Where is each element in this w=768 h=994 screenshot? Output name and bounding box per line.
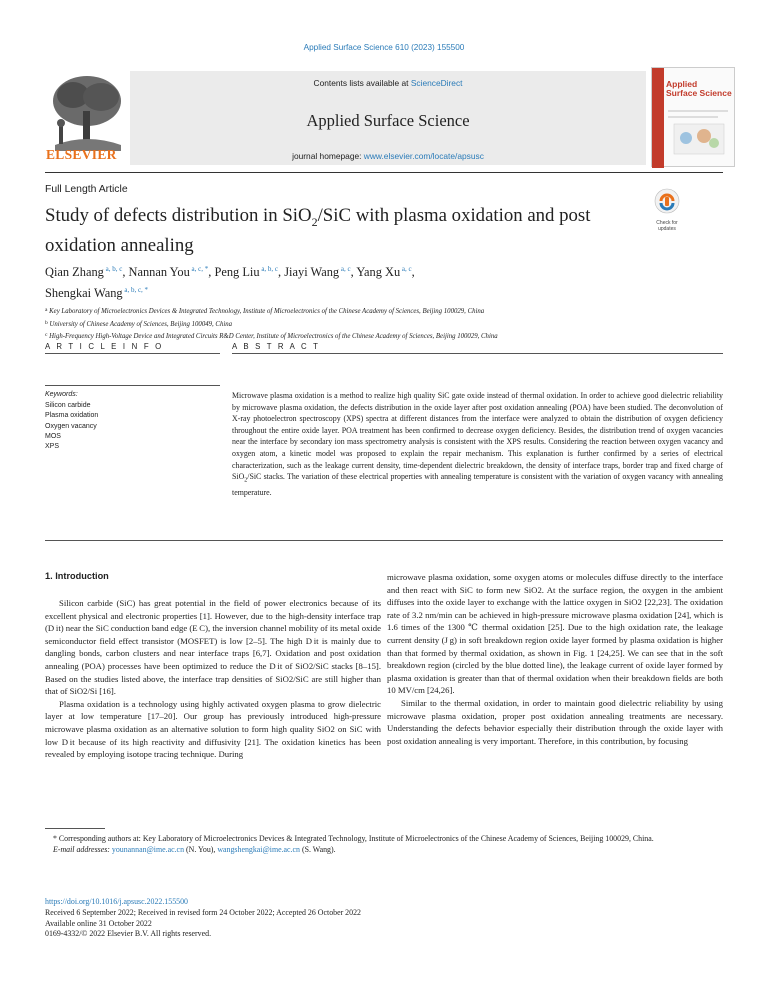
author[interactable]	[45, 265, 129, 279]
affiliation-text: Key Laboratory of Microelectronics Devices & Integrated Technology, Institute of Microelectronics of the Chinese Academy of Sciences, Beijing 100029, China	[47, 308, 485, 315]
author-name: Peng Liu	[214, 265, 260, 279]
email-owner: (S. Wang).	[299, 845, 336, 854]
abstract-bottom-rule	[45, 540, 723, 541]
email-link[interactable]: wangshengkai@ime.ac.cn	[217, 845, 300, 854]
affiliation-text: High-Frequency High-Voltage Device and Integrated Circuits R&D Center, Institute of Microelectronics of the Chinese Academy of Sciences, Beijing 100029, China	[47, 333, 498, 340]
author-name: Qian Zhang	[45, 265, 104, 279]
article-info-rule	[45, 353, 220, 354]
title-part1: Study of defects distribution in SiO	[45, 205, 312, 226]
keyword: MOS	[45, 432, 61, 440]
affiliation-label: c	[45, 332, 48, 338]
homepage-line	[130, 151, 646, 161]
homepage-prefix: journal homepage:	[292, 151, 364, 161]
doi-link[interactable]: https://doi.org/10.1016/j.apsusc.2022.155500	[45, 897, 188, 906]
keyword: Plasma oxidation	[45, 412, 99, 420]
keyword: Oxygen vacancy	[45, 422, 97, 430]
author[interactable]	[214, 265, 284, 279]
contents-line	[130, 78, 646, 88]
body-column-right	[387, 571, 723, 747]
intro-paragraph-1: Silicon carbide (SiC) has great potential in the field of power electronics because of its excellent physical and electronic properties [1]. However, due to the high-density interface trap (D it) near the SiC conduction band edge (E C), the inversion channel mobility of its metal oxide semiconductor field effect transistor (MOSFET) is low [2–5]. The high D it is mainly due to dangling bonds, carbon clusters and near interface traps [6,7]. Oxidation and post oxidation annealing (POA) processes have been optimized to reduce the D it of SiO2/SiC stacks [8–15]. Based on the studies listed above, the interface trap densities of SiO2/SiC are still higher than that of SiO2/Si [16].	[45, 598, 381, 697]
abstract-part1: Microwave plasma oxidation is a method to realize high quality SiC gate oxide instead of thermal oxidation. In order to achieve good dielectric reliability by microwave plasma oxidation, the defects distribution in the oxide layer after post oxidation annealing (POA) have been studied. The deconvolution of X-ray photoelectron spectroscopy (XPS) spectra at different distances from the interface were analyzed to obtain the distribution of oxygen deficiency throughout the entire oxide layer. POA treatment has been confirmed to decrease oxygen deficiency. Besides, the distribution trend of oxygen vacancies near the interface by secondary ion mass spectrometry analysis is consistent with the XPS results. Considering the reaction between oxygen vacancy and oxygen atom, a kinetic model was proposed to explain the repair mechanism. This explanation is further confirmed by a series of electrical characterization, such as the leakage current density, time-dependent dielectric breakdown, the density of interface traps, border trap and fixed charge of SiO	[232, 391, 723, 482]
author[interactable]	[129, 265, 215, 279]
email-prefix: E-mail addresses:	[53, 845, 112, 854]
header-divider	[45, 172, 723, 173]
author-affiliation-marks[interactable]: a, c	[339, 265, 351, 273]
check-updates-icon	[652, 188, 682, 216]
journal-header-box	[130, 71, 646, 165]
available-online: Available online 31 October 2022	[45, 918, 152, 928]
abstract-part2: /SiC stacks. The variation of these electrical properties with annealing temperature is consistent with the variation of oxygen vacancy with annealing temperature.	[232, 472, 723, 498]
cover-title-line2: Surface Science	[666, 88, 732, 98]
author-name: Nannan You	[128, 265, 190, 279]
journal-title: Applied Surface Science	[306, 111, 470, 130]
author-affiliation-marks[interactable]: a, b, c	[259, 265, 279, 273]
author[interactable]	[45, 286, 148, 300]
author-separator: ,	[208, 265, 215, 279]
article-title	[45, 204, 645, 257]
abstract-rule	[232, 353, 723, 354]
author-separator: ,	[411, 265, 415, 279]
copyright: 0169-4332/© 2022 Elsevier B.V. All rights reserved.	[45, 929, 212, 939]
keywords-list	[45, 401, 98, 452]
article-type: Full Length Article	[45, 184, 128, 195]
author-separator: ,	[122, 265, 129, 279]
footer	[45, 897, 361, 940]
author-separator: ,	[350, 265, 357, 279]
abstract-heading: A B S T R A C T	[232, 342, 321, 351]
journal-reference[interactable]: Applied Surface Science 610 (2023) 155500	[303, 43, 465, 52]
keywords-label: Keywords:	[45, 391, 78, 398]
author-affiliation-marks[interactable]: a, b, c, *	[122, 285, 149, 294]
check-updates-label: Check for updates	[656, 220, 678, 232]
author-list	[45, 261, 685, 302]
received-dates: Received 6 September 2022; Received in revised form 24 October 2022; Accepted 26 October 2022	[45, 907, 361, 917]
author-affiliation-marks[interactable]: a, b, c	[103, 265, 123, 273]
email-link[interactable]: younannan@ime.ac.cn	[111, 845, 185, 854]
abstract-text	[232, 390, 723, 499]
author-name: Yang Xu	[356, 265, 401, 279]
body-column-left	[45, 597, 381, 761]
author-separator: ,	[278, 265, 285, 279]
keywords-rule	[45, 385, 220, 386]
section-heading-introduction: 1. Introduction	[45, 571, 109, 581]
affiliation-label: a	[45, 307, 48, 313]
title-part2: /SiC with plasma oxidation and post oxidation annealing	[45, 205, 591, 256]
title-subscript: 2	[311, 214, 318, 229]
keyword: Silicon carbide	[45, 402, 91, 409]
keyword: XPS	[45, 443, 60, 451]
elsevier-wordmark: ELSEVIER	[46, 147, 117, 162]
author[interactable]	[356, 265, 414, 279]
contents-prefix: Contents lists available at	[313, 78, 411, 88]
author-affiliation-marks[interactable]: a, c	[400, 265, 412, 273]
affiliation-item	[45, 305, 735, 318]
affiliation-text: University of Chinese Academy of Sciences, Beijing 100049, China	[47, 320, 233, 328]
intro-paragraph-3: microwave plasma oxidation, some oxygen atoms or molecules diffuse directly to the interface and then react with SiC to form new SiO2. At the surface region, the oxygen in the ambient diffuses into the oxide layer to exchange with the lattice oxygen in SiO2 [22,23]. The oxidation rate of 3.2 nm/min can be achieved in high-pressure microwave plasma oxidation [24], which is 1.6 times of the 1300 ℃ thermal oxidation [25]. Due to the high oxidation rate, the leakage current density (J g) in soft breakdown region oxide layer formed by plasma oxidation is higher than that formed by thermal oxidation, as shown in Fig. 1 [24,25]. We can see that in the soft breakdown region (circled by the blue dotted line), the leakage current of oxide layer formed by plasma oxidation is greater than that of thermal oxidation when their breakdown fields are both 10 MV/cm [24,26].	[387, 572, 723, 696]
affiliation-label: b	[45, 319, 48, 326]
abstract-subscript: 2	[244, 477, 248, 484]
author[interactable]	[284, 265, 356, 279]
intro-paragraph-4: Similar to the thermal oxidation, in order to maintain good dielectric reliability by using microwave plasma oxidation, proper post oxidation annealing treatments are necessary. Understanding the defects behavior especially their distribution through the oxide layer with post oxidation annealing is very important. Therefore, in this contribution, by focusing	[387, 697, 723, 746]
affiliations	[45, 305, 735, 343]
masthead	[45, 63, 735, 173]
author-affiliation-marks[interactable]: a, c, *	[189, 265, 209, 273]
author-name: Jiayi Wang	[284, 265, 340, 279]
cover-title-line1: Applied	[666, 79, 698, 89]
sciencedirect-link[interactable]: ScienceDirect	[410, 78, 463, 88]
email-line	[45, 844, 723, 855]
author-name: Shengkai Wang	[45, 285, 123, 300]
check-for-updates-button[interactable]	[652, 188, 682, 232]
homepage-link[interactable]: www.elsevier.com/locate/apsusc	[363, 151, 484, 161]
journal-cover-thumbnail[interactable]	[651, 67, 735, 167]
article-info-heading: A R T I C L E I N F O	[45, 342, 164, 351]
affiliation-item	[45, 330, 735, 343]
footnote	[45, 833, 723, 855]
cover-title	[666, 80, 734, 98]
intro-paragraph-2: Plasma oxidation is a technology using highly activated oxygen plasma to grow dielectric layer at low temperature [17–20]. Our group has previously introduced high-pressure microwave plasma oxidation as an alternative solution to form high quality SiO2 on SiC with low D it because of its high reactivity and diffusivity [21]. The oxidation kinetics has been revealed by employing isotope tracing technique. During	[45, 698, 381, 760]
corresponding-note: * Corresponding authors at: Key Laboratory of Microelectronics Devices & Integrated Technology, Institute of Microelectronics of the Chinese Academy of Sciences, Beijing 100029, China.	[53, 834, 654, 843]
footnote-rule	[45, 828, 105, 829]
email-owner: (N. You),	[184, 845, 218, 854]
affiliation-item	[45, 318, 735, 331]
